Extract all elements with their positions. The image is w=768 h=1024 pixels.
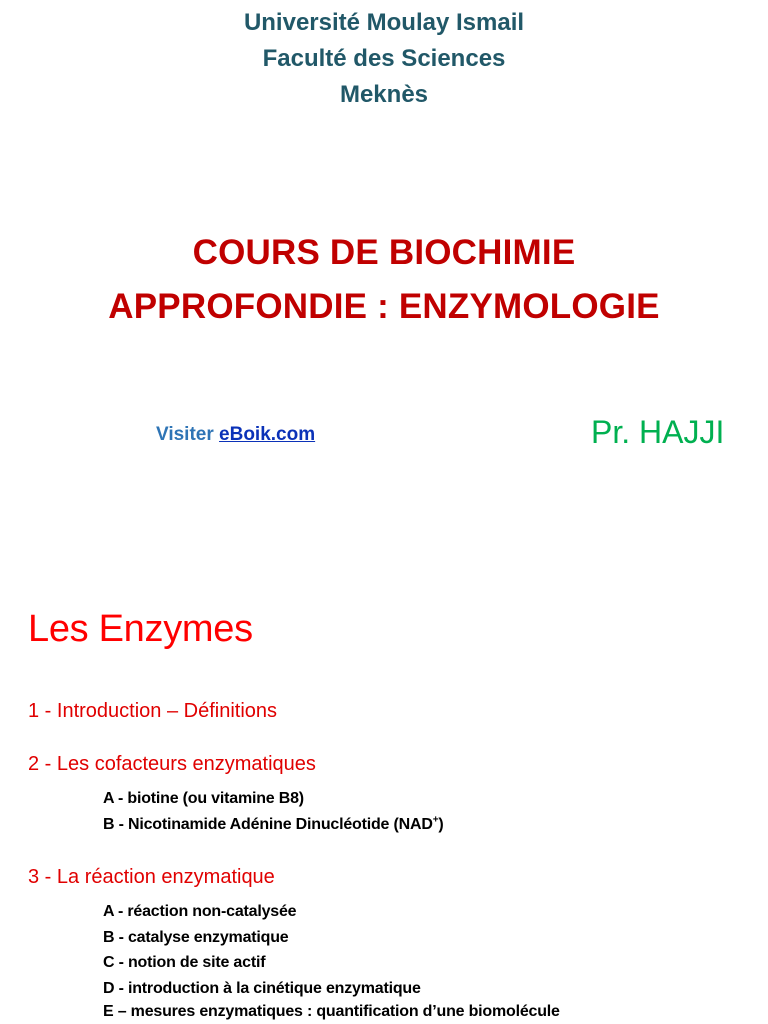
toc-item-3-sub-c: C - notion de site actif (103, 954, 266, 971)
nad-superscript: + (432, 814, 439, 826)
course-title-line-2: APPROFONDIE : ENZYMOLOGIE (108, 287, 660, 326)
visit-prefix: Visiter (156, 424, 214, 445)
course-title-line-1: COURS DE BIOCHIMIE (192, 233, 576, 272)
institution-header (0, 5, 768, 113)
author-name: Pr. HAJJI (591, 414, 725, 450)
toc-item-2: 2 - Les cofacteurs enzymatiques (28, 753, 316, 775)
section-title: Les Enzymes (28, 608, 253, 650)
toc-item-2-sub-b-end: ) (438, 816, 444, 833)
toc-item-3-sub-a: A - réaction non-catalysée (103, 903, 297, 920)
toc-item-2-sub-a: A - biotine (ou vitamine B8) (103, 790, 304, 807)
city-name: Meknès (339, 81, 429, 108)
eboik-link[interactable]: eBoik.com (219, 424, 316, 445)
toc-item-2-sub-b (103, 815, 443, 835)
toc-item-3-sub-b: B - catalyse enzymatique (103, 929, 289, 946)
toc-item-3: 3 - La réaction enzymatique (28, 866, 275, 888)
toc-item-2-sub-b-text: B - Nicotinamide Adénine Dinucléotide (NAD (103, 816, 433, 833)
faculty-name: Faculté des Sciences (262, 45, 506, 72)
toc-item-3-sub-e: E – mesures enzymatiques : quantification d’une biomolécule (103, 1003, 560, 1020)
course-title (0, 226, 768, 334)
toc-item-1: 1 - Introduction – Définitions (28, 700, 278, 722)
university-name: Université Moulay Ismail (243, 9, 525, 36)
toc-item-3-sub-d: D - introduction à la cinétique enzymatique (103, 980, 421, 997)
visit-line (156, 424, 315, 446)
